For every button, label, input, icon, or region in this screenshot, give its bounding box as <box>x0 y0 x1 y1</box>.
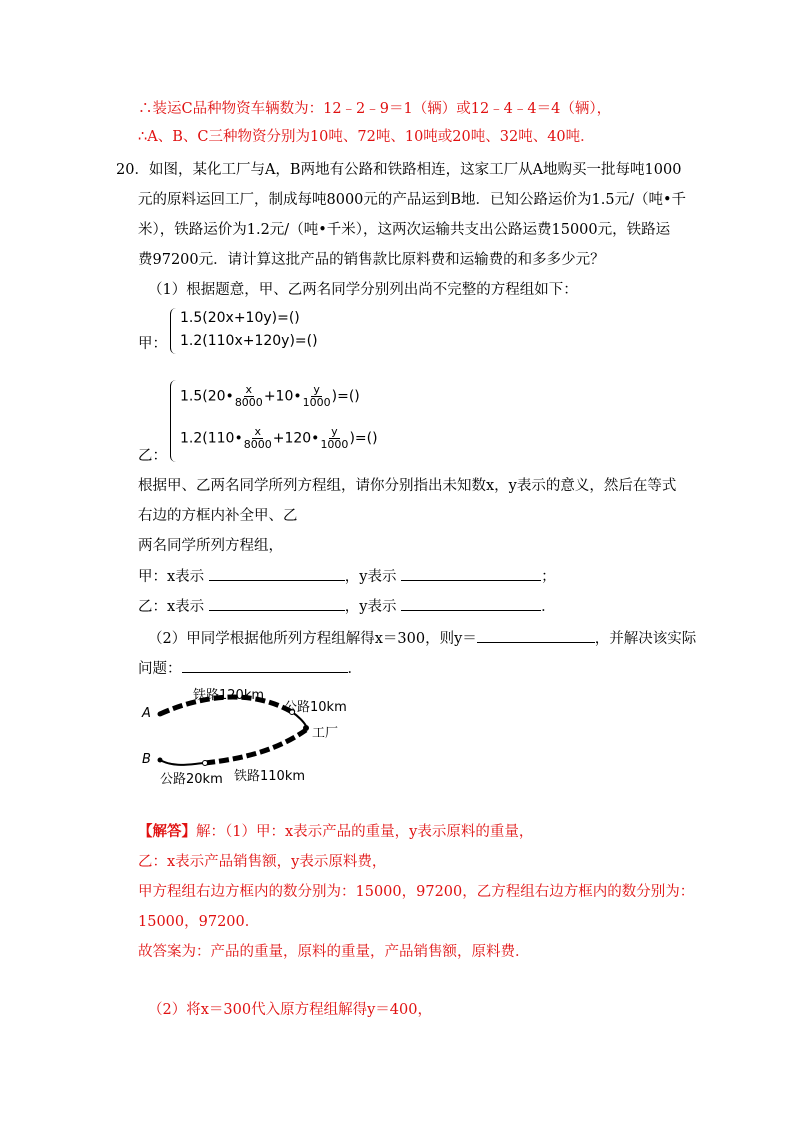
factory-dot <box>303 725 309 731</box>
point-b-dot <box>158 758 163 763</box>
jia-equation-1: 1.5(20x+10y)=() <box>180 310 300 326</box>
yi-equation-2: 1.2(110• $\frac{x}{8000}$ +120• $\frac{y}{1000}$ )=() <box>180 425 378 451</box>
instruction-line-2: 右边的方框内补全甲、乙 <box>138 508 298 524</box>
point-a-dot <box>158 712 163 717</box>
part2-answer-line: 问题： ． <box>138 658 362 679</box>
point-b-label: B <box>142 752 151 767</box>
instruction-line-3: 两名同学所列方程组， <box>138 538 283 554</box>
answer-line-4: 15000，97200． <box>138 914 260 930</box>
jia-label: 甲： <box>138 336 167 352</box>
prev-answer-line-1: ∴装运C品种物资车辆数为：12﹣2﹣9＝1（辆）或12﹣4﹣4＝4（辆）， <box>138 101 612 117</box>
answer-line-6: （2）将x＝300代入原方程组解得y＝400， <box>148 1002 432 1018</box>
fill-line-yi: 乙：x表示 ，y表示 ． <box>138 596 556 617</box>
road-b-label: 公路20km <box>160 772 223 787</box>
question-line-4: 费97200元．请计算这批产品的销售款比原料费和运输费的和多多少元？ <box>138 252 605 268</box>
question-line-1: 20．如图，某化工厂与A，B两地有公路和铁路相连，这家工厂从A地购买一批每吨1000 <box>116 162 682 178</box>
junction-b-dot <box>203 761 208 766</box>
rail-a-label: 铁路120km <box>193 688 265 703</box>
road-a-label: 公路10km <box>284 700 347 715</box>
yi-equation-1: 1.5(20• $\frac{x}{8000}$ +10• $\frac{y}{1000}$ )=() <box>180 383 360 409</box>
rail-b-label: 铁路110km <box>234 769 306 784</box>
instruction-line-1: 根据甲、乙两名同学所列方程组，请你分别指出未知数x，y表示的意义，然后在等式 <box>138 478 677 494</box>
answer-line-3: 甲方程组右边方框内的数分别为：15000，97200，乙方程组右边方框内的数分别为： <box>138 884 695 900</box>
question-line-3: 米），铁路运价为1.2元/（吨•千米），这两次运输共支出公路运费15000元，铁路运 <box>138 222 671 238</box>
yi-label: 乙： <box>138 448 167 464</box>
prev-answer-line-2: ∴A、B、C三种物资分别为10吨、72吨、10吨或20吨、32吨、40吨． <box>138 129 595 145</box>
fill-line-jia: 甲：x表示 ，y表示 ； <box>138 566 556 587</box>
jia-equation-2: 1.2(110x+120y)=() <box>180 333 318 349</box>
part1-intro: （1）根据题意，甲、乙两名同学分别列出尚不完整的方程组如下： <box>148 282 578 298</box>
answer-line-5: 故答案为：产品的重量，原料的重量，产品销售额，原料费． <box>138 944 530 960</box>
answer-line-1: 【解答】解：（1）甲：x表示产品的重量，y表示原料的重量， <box>138 823 534 840</box>
answer-line-2: 乙：x表示产品销售额，y表示原料费， <box>138 854 387 870</box>
part2-line: （2）甲同学根据他所列方程组解得x＝300，则y＝ ，并解决该实际 <box>148 628 696 649</box>
point-a-label: A <box>142 706 151 721</box>
factory-label: 工厂 <box>312 726 339 741</box>
road-b-path <box>160 760 205 765</box>
question-line-2: 元的原料运回工厂，制成每吨8000元的产品运到B地．已知公路运价为1.5元/（吨•千 <box>138 192 687 208</box>
rail-b-path <box>205 730 306 763</box>
